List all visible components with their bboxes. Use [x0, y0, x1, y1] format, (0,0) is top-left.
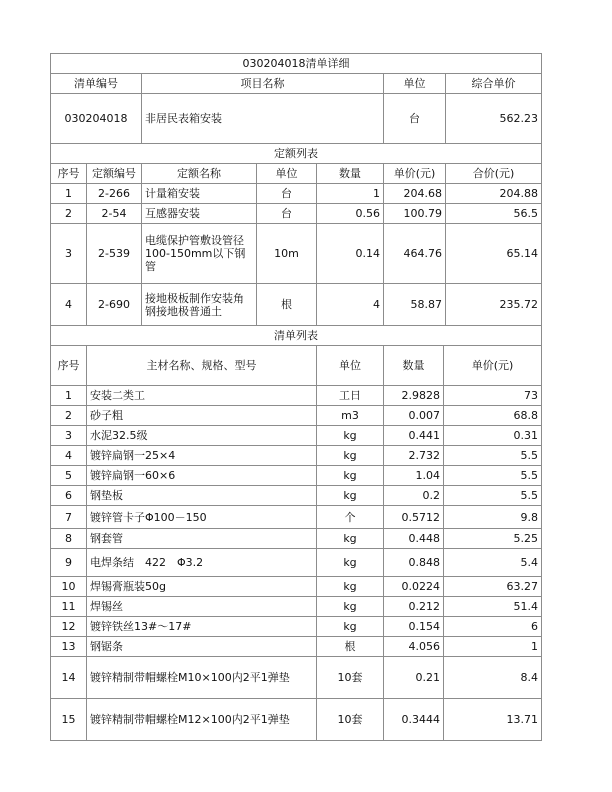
quota-unit: 10m — [257, 224, 317, 284]
list-qty: 2.732 — [384, 446, 444, 466]
quota-col-total: 合价(元) — [446, 164, 542, 184]
list-price: 13.71 — [444, 699, 542, 741]
quota-code: 2-539 — [87, 224, 142, 284]
list-no: 4 — [51, 446, 87, 466]
table-row — [51, 406, 542, 426]
quota-code: 2-690 — [87, 284, 142, 326]
list-name: 水泥32.5级 — [87, 426, 317, 446]
list-unit: kg — [317, 446, 384, 466]
quota-col-price: 单价(元) — [384, 164, 446, 184]
quota-total: 204.88 — [446, 184, 542, 204]
list-no: 9 — [51, 549, 87, 577]
list-no: 7 — [51, 506, 87, 529]
list-qty: 4.056 — [384, 637, 444, 657]
list-unit: 个 — [317, 506, 384, 529]
list-unit: 10套 — [317, 699, 384, 741]
list-name: 焊锡膏瓶装50g — [87, 577, 317, 597]
list-no: 11 — [51, 597, 87, 617]
list-col-name: 主材名称、规格、型号 — [87, 346, 317, 386]
quota-no: 4 — [51, 284, 87, 326]
table-row — [51, 284, 542, 326]
list-price: 5.5 — [444, 466, 542, 486]
list-name: 钢锯条 — [87, 637, 317, 657]
header-unit: 单位 — [384, 74, 446, 94]
quota-name: 互感器安装 — [142, 204, 257, 224]
table-row — [51, 637, 542, 657]
table-row — [51, 597, 542, 617]
quota-name: 计量箱安装 — [142, 184, 257, 204]
header-price: 综合单价 — [446, 74, 542, 94]
list-price: 63.27 — [444, 577, 542, 597]
list-name: 焊锡丝 — [87, 597, 317, 617]
list-no: 5 — [51, 466, 87, 486]
list-no: 6 — [51, 486, 87, 506]
list-price: 1 — [444, 637, 542, 657]
list-col-qty: 数量 — [384, 346, 444, 386]
list-price: 51.4 — [444, 597, 542, 617]
quota-no: 1 — [51, 184, 87, 204]
list-no: 2 — [51, 406, 87, 426]
table-row — [51, 224, 542, 284]
list-price: 8.4 — [444, 657, 542, 699]
list-qty: 0.212 — [384, 597, 444, 617]
header-name: 项目名称 — [142, 74, 384, 94]
list-name: 镀锌扁钢一25×4 — [87, 446, 317, 466]
table-row — [51, 426, 542, 446]
list-name: 镀锌铁丝13#～17# — [87, 617, 317, 637]
item-name: 非居民表箱安装 — [142, 94, 384, 144]
quota-qty: 4 — [317, 284, 384, 326]
list-name: 镀锌精制带帽螺栓M10×100内2平1弹垫 — [87, 657, 317, 699]
quota-col-unit: 单位 — [257, 164, 317, 184]
list-unit: kg — [317, 466, 384, 486]
table-row — [51, 506, 542, 529]
list-section-title: 清单列表 — [51, 326, 542, 346]
list-no: 1 — [51, 386, 87, 406]
list-unit: kg — [317, 426, 384, 446]
quota-unit: 台 — [257, 184, 317, 204]
list-unit: 根 — [317, 637, 384, 657]
list-name: 砂子粗 — [87, 406, 317, 426]
table-row — [51, 184, 542, 204]
quota-total: 235.72 — [446, 284, 542, 326]
list-qty: 0.441 — [384, 426, 444, 446]
quota-unit: 根 — [257, 284, 317, 326]
quota-unit: 台 — [257, 204, 317, 224]
list-qty: 0.007 — [384, 406, 444, 426]
list-no: 8 — [51, 529, 87, 549]
quota-col-qty: 数量 — [317, 164, 384, 184]
list-no: 3 — [51, 426, 87, 446]
item-code: 030204018 — [51, 94, 142, 144]
header-code: 清单编号 — [51, 74, 142, 94]
table-row — [51, 617, 542, 637]
list-no: 12 — [51, 617, 87, 637]
quota-section-title: 定额列表 — [51, 144, 542, 164]
table-row — [51, 446, 542, 466]
quota-price: 58.87 — [384, 284, 446, 326]
quota-col-code: 定额编号 — [87, 164, 142, 184]
list-price: 5.4 — [444, 549, 542, 577]
table-row — [51, 699, 542, 741]
list-qty: 0.21 — [384, 657, 444, 699]
list-name: 钢垫板 — [87, 486, 317, 506]
list-price: 5.5 — [444, 446, 542, 466]
list-qty: 0.0224 — [384, 577, 444, 597]
list-qty: 2.9828 — [384, 386, 444, 406]
detail-table — [50, 53, 542, 741]
list-qty: 0.848 — [384, 549, 444, 577]
quota-total: 56.5 — [446, 204, 542, 224]
quota-name: 电缆保护管敷设管径100-150mm以下钢管 — [142, 224, 257, 284]
table-row — [51, 577, 542, 597]
list-no: 10 — [51, 577, 87, 597]
quota-col-no: 序号 — [51, 164, 87, 184]
quota-code: 2-54 — [87, 204, 142, 224]
list-name: 电焊条结 422 Φ3.2 — [87, 549, 317, 577]
list-col-unit: 单位 — [317, 346, 384, 386]
list-price: 0.31 — [444, 426, 542, 446]
list-price: 68.8 — [444, 406, 542, 426]
list-qty: 0.2 — [384, 486, 444, 506]
quota-price: 464.76 — [384, 224, 446, 284]
list-qty: 0.3444 — [384, 699, 444, 741]
list-qty: 0.154 — [384, 617, 444, 637]
item-price: 562.23 — [446, 94, 542, 144]
table-row — [51, 657, 542, 699]
page-title: 030204018清单详细 — [51, 54, 542, 74]
list-no: 14 — [51, 657, 87, 699]
list-no: 13 — [51, 637, 87, 657]
quota-name: 接地极板制作安装角钢接地极普通土 — [142, 284, 257, 326]
table-row — [51, 529, 542, 549]
quota-code: 2-266 — [87, 184, 142, 204]
list-unit: m3 — [317, 406, 384, 426]
list-name: 安装二类工 — [87, 386, 317, 406]
quota-price: 204.68 — [384, 184, 446, 204]
list-price: 6 — [444, 617, 542, 637]
quota-qty: 0.56 — [317, 204, 384, 224]
table-row — [51, 549, 542, 577]
list-unit: 10套 — [317, 657, 384, 699]
table-row — [51, 386, 542, 406]
list-unit: kg — [317, 486, 384, 506]
list-name: 镀锌扁钢一60×6 — [87, 466, 317, 486]
list-unit: kg — [317, 529, 384, 549]
list-col-no: 序号 — [51, 346, 87, 386]
quota-total: 65.14 — [446, 224, 542, 284]
list-price: 9.8 — [444, 506, 542, 529]
list-qty: 1.04 — [384, 466, 444, 486]
table-row — [51, 204, 542, 224]
quota-price: 100.79 — [384, 204, 446, 224]
list-unit: kg — [317, 577, 384, 597]
list-name: 钢套管 — [87, 529, 317, 549]
list-name: 镀锌精制带帽螺栓M12×100内2平1弹垫 — [87, 699, 317, 741]
list-price: 5.25 — [444, 529, 542, 549]
list-qty: 0.5712 — [384, 506, 444, 529]
list-unit: kg — [317, 597, 384, 617]
list-price: 5.5 — [444, 486, 542, 506]
list-no: 15 — [51, 699, 87, 741]
table-row — [51, 466, 542, 486]
quota-qty: 1 — [317, 184, 384, 204]
quota-no: 2 — [51, 204, 87, 224]
list-unit: kg — [317, 617, 384, 637]
list-col-price: 单价(元) — [444, 346, 542, 386]
item-unit: 台 — [384, 94, 446, 144]
list-name: 镀锌管卡子Φ100－150 — [87, 506, 317, 529]
quota-no: 3 — [51, 224, 87, 284]
list-unit: 工日 — [317, 386, 384, 406]
list-price: 73 — [444, 386, 542, 406]
table-row — [51, 486, 542, 506]
quota-col-name: 定额名称 — [142, 164, 257, 184]
list-qty: 0.448 — [384, 529, 444, 549]
quota-qty: 0.14 — [317, 224, 384, 284]
list-unit: kg — [317, 549, 384, 577]
